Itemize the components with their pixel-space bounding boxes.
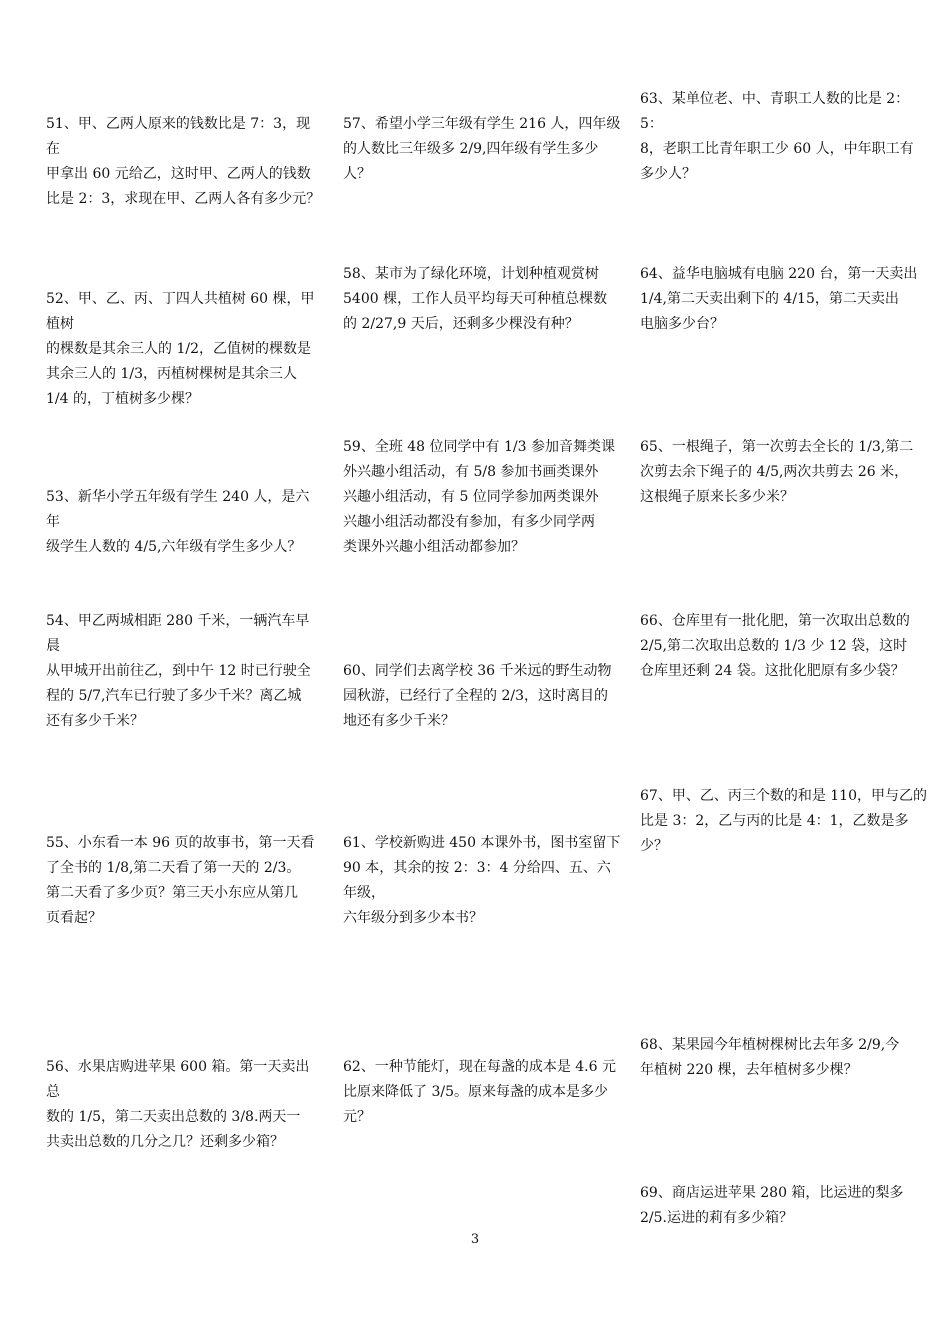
problem-62: 62、一种节能灯，现在每盏的成本是 4.6 元 比原来降低了 3/5。原来每盏的成本是多少 元？	[343, 1059, 616, 1125]
problem-64: 64、益华电脑城有电脑 220 台，第一天卖出 1/4,第二天卖出剩下的 4/15，第二天卖出 电脑多少台？	[640, 266, 918, 332]
problem-66: 66、仓库里有一批化肥，第一次取出总数的 2/5,第二次取出总数的 1/3 少 12 袋，这时 仓库里还剩 24 袋。这批化肥原有多少袋？	[640, 613, 910, 679]
problem-65: 65、一根绳子，第一次剪去全长的 1/3,第二 次剪去余下绳子的 4/5,两次共剪去 26 米， 这根绳子原来长多少米？	[640, 439, 914, 505]
problem-53: 53、新华小学五年级有学生 240 人，是六年 级学生人数的 4/5,六年级有学生多少人？	[46, 489, 310, 555]
problem-61: 61、学校新购进 450 本课外书，图书室留下 90 本，其余的按 2：3：4 分给四、五、六年级， 六年级分到多少本书？	[343, 835, 621, 926]
problem-67: 67、甲、乙、丙三个数的和是 110，甲与乙的 比是 3：2，乙与丙的比是 4：1，乙数是多少？	[640, 788, 927, 854]
problem-69: 69、商店运进苹果 280 箱，比运进的梨多 2/5.运进的莉有多少箱？	[640, 1185, 904, 1226]
problem-68: 68、某果园今年植树棵树比去年多 2/9,今 年植树 220 棵，去年植树多少棵？	[640, 1037, 900, 1078]
problem-55: 55、小东看一本 96 页的故事书，第一天看 了全书的 1/8,第二天看了第一天的 2/3。 第二天看了多少页？第三天小东应从第几 页看起？	[46, 835, 315, 926]
problem-57: 57、希望小学三年级有学生 216 人，四年级 的人数比三年级多 2/9,四年级有学生多少 人？	[343, 116, 621, 182]
problem-54: 54、甲乙两城相距 280 千米，一辆汽车早晨 从甲城开出前往乙，到中午 12 时已行驶全 程的 5/7,汽车已行驶了多少千米？离乙城 还有多少千米？	[46, 613, 311, 729]
problem-52: 52、甲、乙、丙、丁四人共植树 60 棵，甲植树 的棵数是其余三人的 1/2，乙值树的棵数是 其余三人的 1/3，丙植树棵树是其余三人 1/4 的，丁植树多少棵？	[46, 291, 315, 407]
page-number: 3	[470, 1232, 480, 1247]
problem-60: 60、同学们去离学校 36 千米远的野生动物 园秋游，已经行了全程的 2/3，这时离目的 地还有多少千米？	[343, 663, 612, 729]
problem-51: 51、甲、乙两人原来的钱数比是 7：3，现在 甲拿出 60 元给乙，这时甲、乙两人的钱数 比是 2：3，求现在甲、乙两人各有多少元？	[46, 116, 321, 207]
problem-59: 59、全班 48 位同学中有 1/3 参加音舞类课 外兴趣小组活动，有 5/8 参加书画类课外 兴趣小组活动，有 5 位同学参加两类课外 兴趣小组活动都没有参加，有多少同学两 类课外兴趣小组活动都参加？	[343, 439, 615, 555]
problem-58: 58、某市为了绿化环境，计划种植观赏树 5400 棵，工作人员平均每天可种植总棵数 的 2/27,9 天后，还剩多少棵没有种？	[343, 266, 608, 332]
problem-63: 63、某单位老、中、青职工人数的比是 2：5： 8，老职工比青年职工少 60 人，中年职工有 多少人？	[640, 91, 914, 182]
problem-56: 56、水果店购进苹果 600 箱。第一天卖出总 数的 1/5，第二天卖出总数的 3/8.两天一 共卖出总数的几分之几？还剩多少箱？	[46, 1059, 310, 1150]
